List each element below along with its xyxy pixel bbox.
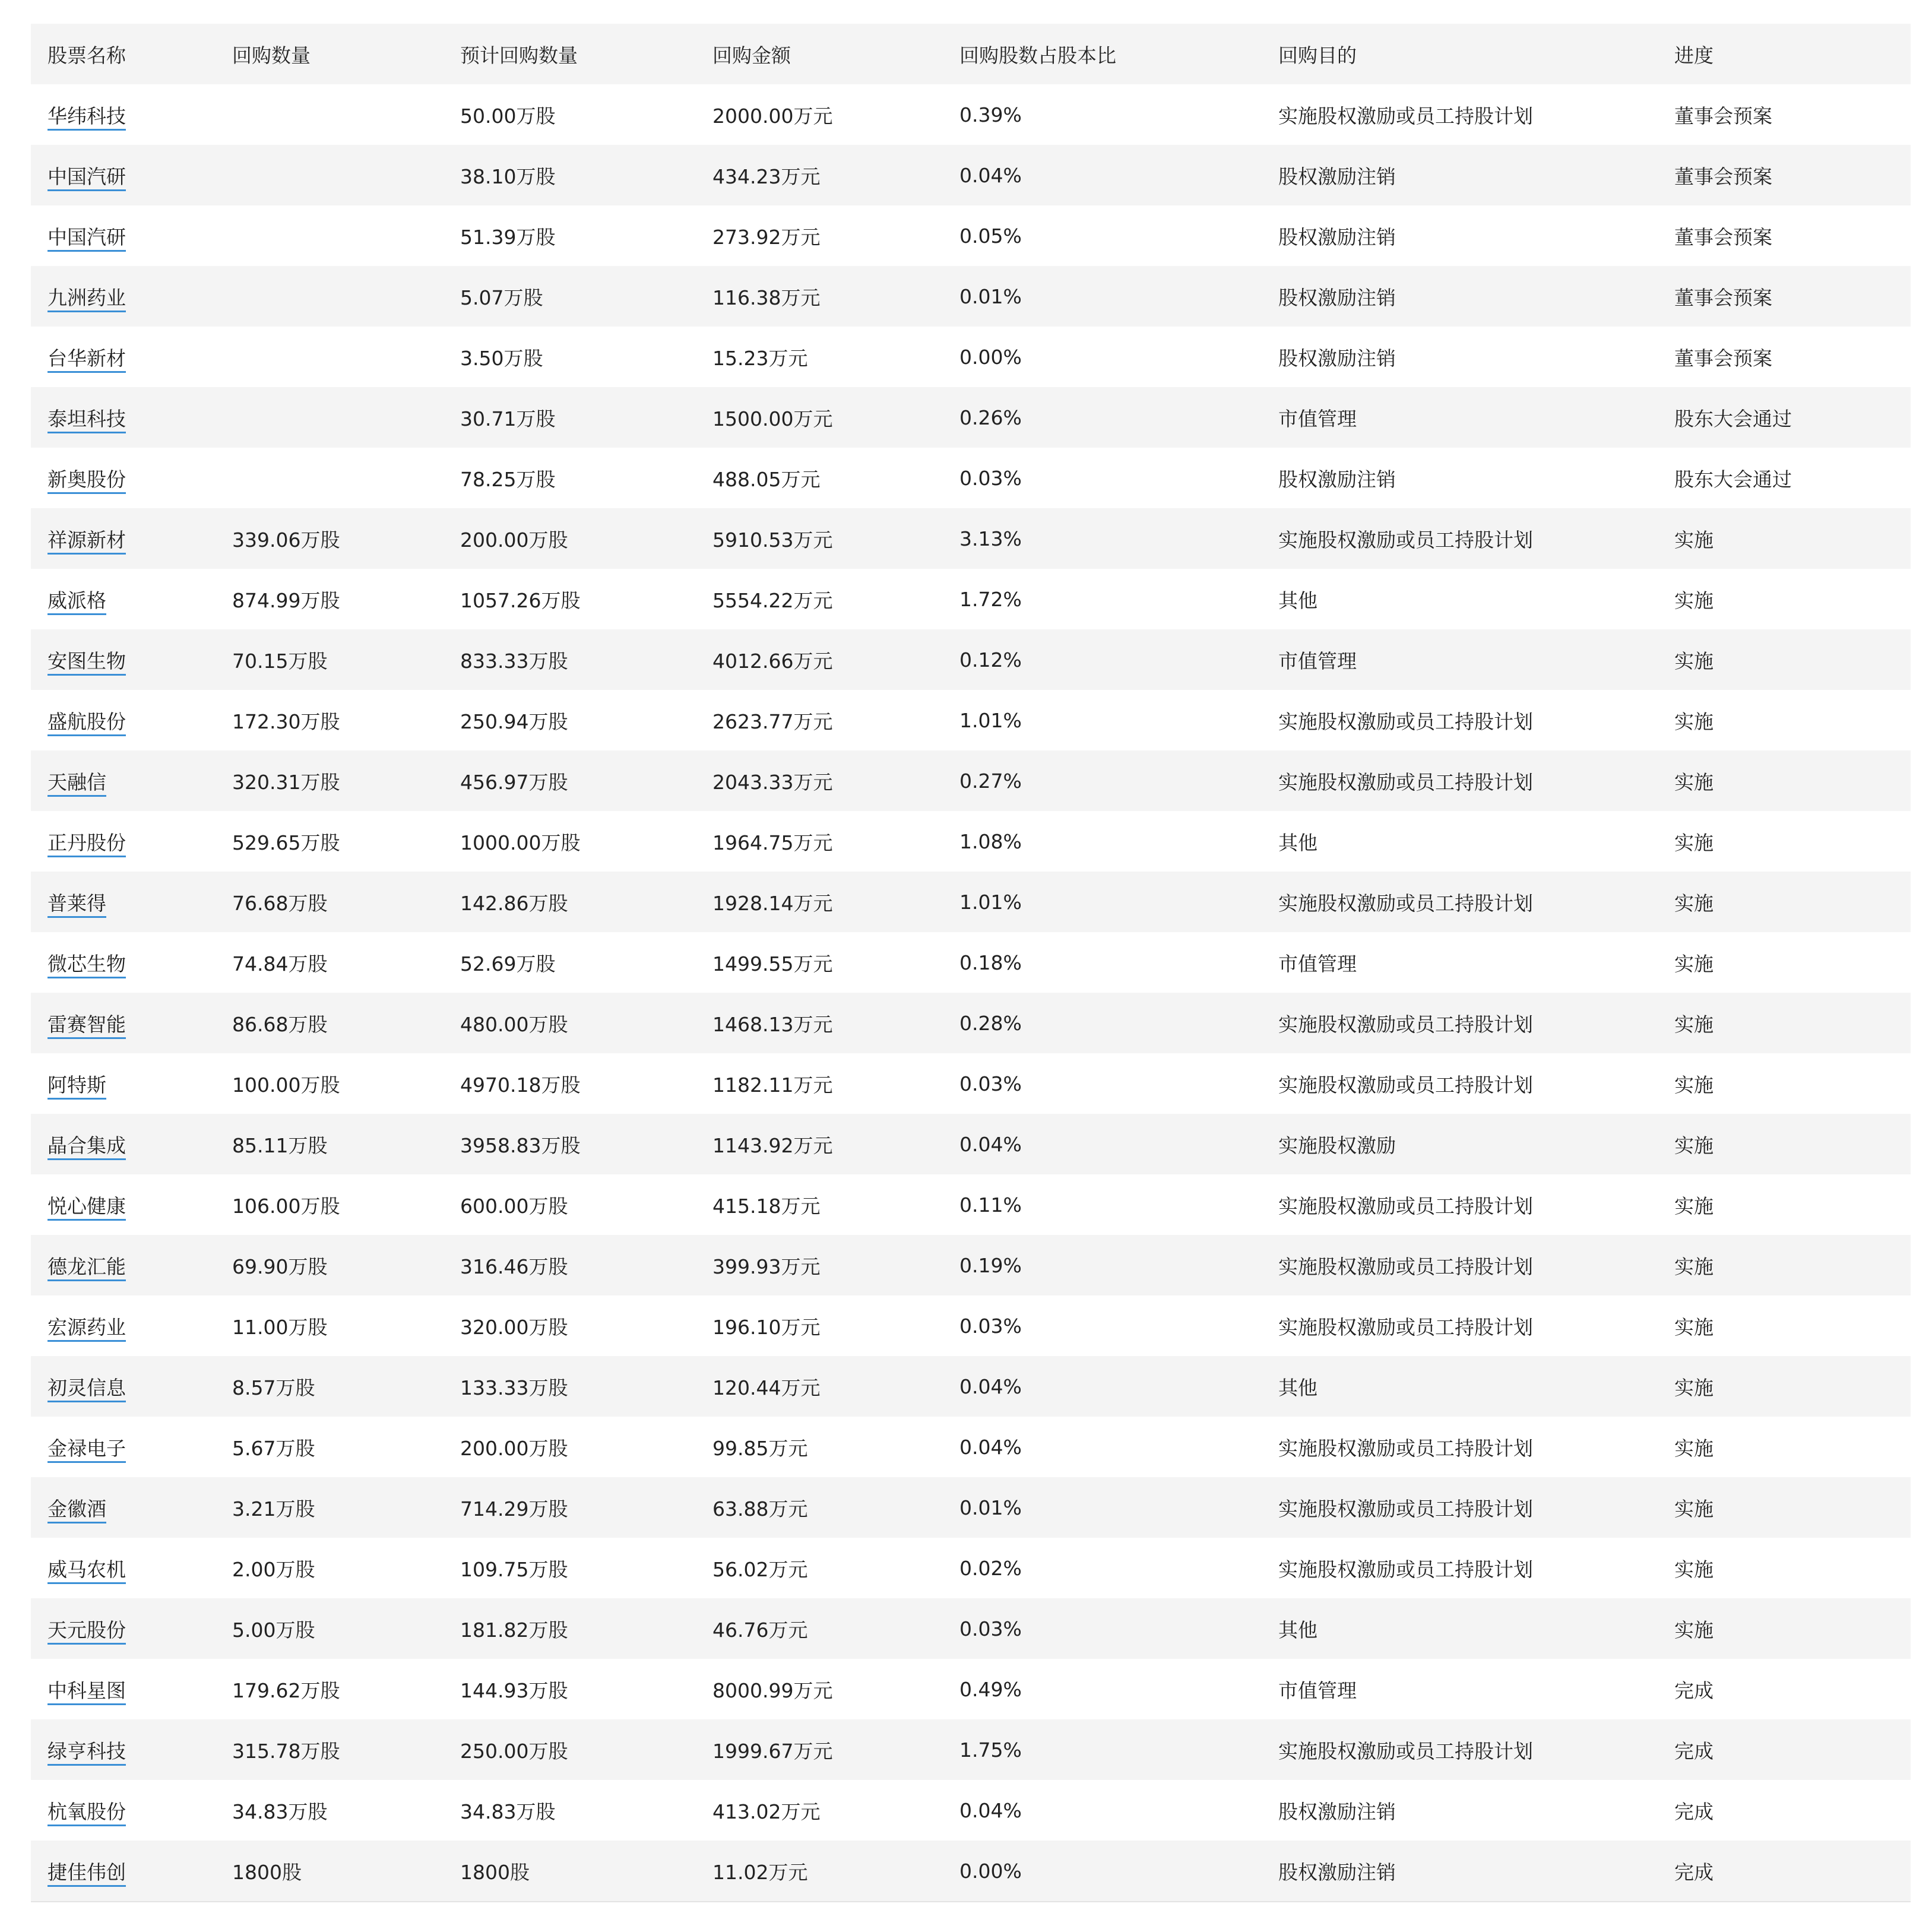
cell-purpose: 市值管理: [1278, 952, 1357, 975]
cell-progress: 实施: [1674, 952, 1714, 975]
cell-share-ratio: 0.18%: [959, 951, 1022, 974]
cell-planned-qty: 316.46万股: [460, 1255, 568, 1278]
cell-buyback-qty: 179.62万股: [232, 1678, 340, 1702]
stock-name-link[interactable]: 安图生物: [47, 650, 126, 676]
cell-buyback-amount: 196.10万元: [712, 1315, 821, 1339]
cell-purpose: 实施股权激励或员工持股计划: [1278, 1739, 1533, 1763]
table-row: [31, 993, 1911, 1053]
cell-buyback-amount: 116.38万元: [712, 286, 821, 309]
stock-name-link[interactable]: 杭氧股份: [47, 1800, 126, 1826]
cell-progress: 实施: [1674, 770, 1714, 794]
stock-name-link[interactable]: 新奥股份: [47, 468, 126, 494]
cell-purpose: 实施股权激励或员工持股计划: [1278, 770, 1533, 794]
cell-buyback-amount: 4012.66万元: [712, 649, 833, 673]
stock-name-link[interactable]: 天融信: [47, 771, 106, 797]
stock-name-link[interactable]: 中国汽研: [47, 165, 126, 191]
cell-buyback-amount: 1182.11万元: [712, 1073, 833, 1097]
cell-stock-name: [31, 84, 216, 145]
table-row: [31, 145, 1911, 205]
cell-planned-qty: 200.00万股: [460, 528, 568, 552]
cell-buyback-amount: 1999.67万元: [712, 1739, 833, 1763]
cell-buyback-qty: 74.84万股: [232, 952, 328, 975]
cell-planned-qty: 34.83万股: [460, 1800, 556, 1823]
cell-buyback-qty: 69.90万股: [232, 1255, 328, 1278]
table-body: [31, 84, 1911, 1902]
header-row: [31, 24, 1911, 84]
cell-stock-name: [31, 327, 216, 387]
cell-buyback-qty: 76.68万股: [232, 891, 328, 915]
table-row: [31, 1235, 1911, 1295]
cell-planned-qty: 30.71万股: [460, 407, 556, 430]
stock-name-link[interactable]: 宏源药业: [47, 1316, 126, 1342]
stock-name-link[interactable]: 九洲药业: [47, 286, 126, 312]
cell-buyback-amount: 46.76万元: [712, 1618, 808, 1642]
table-row: [31, 1719, 1911, 1780]
stock-name-link[interactable]: 台华新材: [47, 347, 126, 373]
table-row: [31, 1477, 1911, 1538]
cell-progress: 完成: [1674, 1678, 1714, 1702]
cell-buyback-amount: 5554.22万元: [712, 588, 833, 612]
cell-buyback-qty: 70.15万股: [232, 649, 328, 673]
cell-stock-name: [31, 387, 216, 448]
stock-name-link[interactable]: 德龙汇能: [47, 1255, 126, 1281]
cell-stock-name: [31, 1598, 216, 1659]
table-row: [31, 1538, 1911, 1598]
cell-share-ratio: 1.72%: [959, 587, 1022, 611]
cell-progress: 实施: [1674, 1376, 1714, 1399]
cell-share-ratio: 3.13%: [959, 527, 1022, 550]
cell-stock-name: [31, 1538, 216, 1598]
header-planned-qty: 预计回购数量: [460, 43, 578, 67]
cell-buyback-amount: 1964.75万元: [712, 831, 833, 854]
cell-purpose: 实施股权激励或员工持股计划: [1278, 1557, 1533, 1581]
cell-planned-qty: 250.00万股: [460, 1739, 568, 1763]
cell-stock-name: [31, 1719, 216, 1780]
cell-planned-qty: 833.33万股: [460, 649, 568, 673]
cell-share-ratio: 0.00%: [959, 345, 1022, 369]
cell-share-ratio: 0.27%: [959, 769, 1022, 793]
cell-buyback-qty: [216, 266, 444, 327]
cell-planned-qty: 5.07万股: [460, 286, 543, 309]
cell-buyback-amount: 2000.00万元: [712, 104, 833, 128]
cell-share-ratio: 1.08%: [959, 829, 1022, 853]
cell-stock-name: [31, 508, 216, 569]
cell-share-ratio: 0.49%: [959, 1677, 1022, 1701]
cell-share-ratio: 1.01%: [959, 890, 1022, 914]
cell-stock-name: [31, 1295, 216, 1356]
stock-name-link[interactable]: 普莱得: [47, 892, 106, 918]
cell-purpose: 其他: [1278, 831, 1317, 854]
cell-share-ratio: 0.01%: [959, 1496, 1022, 1519]
cell-purpose: 实施股权激励或员工持股计划: [1278, 1255, 1533, 1278]
table-row: [31, 1114, 1911, 1174]
cell-buyback-amount: 415.18万元: [712, 1194, 821, 1218]
table-row: [31, 690, 1911, 750]
cell-stock-name: [31, 629, 216, 690]
cell-stock-name: [31, 145, 216, 205]
stock-name-link[interactable]: 金徽酒: [47, 1497, 106, 1523]
cell-purpose: 市值管理: [1278, 1678, 1357, 1702]
cell-progress: 实施: [1674, 891, 1714, 915]
cell-buyback-amount: 1143.92万元: [712, 1133, 833, 1157]
cell-buyback-amount: 1499.55万元: [712, 952, 833, 975]
cell-buyback-qty: 1800股: [232, 1860, 302, 1884]
header-progress: 进度: [1674, 43, 1714, 67]
table-row: [31, 205, 1911, 266]
header-share-ratio: 回购股数占股本比: [959, 43, 1116, 67]
cell-stock-name: [31, 569, 216, 629]
cell-buyback-amount: 273.92万元: [712, 225, 821, 249]
table-row: [31, 932, 1911, 993]
cell-buyback-qty: 172.30万股: [232, 709, 340, 733]
cell-buyback-qty: 85.11万股: [232, 1133, 328, 1157]
cell-buyback-qty: 320.31万股: [232, 770, 340, 794]
header-purpose: 回购目的: [1278, 43, 1357, 67]
cell-progress: 实施: [1674, 1557, 1714, 1581]
cell-progress: 董事会预案: [1674, 104, 1772, 128]
cell-progress: 实施: [1674, 1618, 1714, 1642]
table-row: [31, 1659, 1911, 1719]
cell-share-ratio: 1.75%: [959, 1738, 1022, 1762]
cell-stock-name: [31, 266, 216, 327]
cell-buyback-amount: 63.88万元: [712, 1497, 808, 1521]
stock-name-link[interactable]: 盛航股份: [47, 710, 126, 736]
cell-purpose: 股权激励注销: [1278, 1800, 1396, 1823]
stock-name-link[interactable]: 中科星图: [47, 1679, 126, 1705]
cell-planned-qty: 320.00万股: [460, 1315, 568, 1339]
table-row: [31, 508, 1911, 569]
cell-planned-qty: 51.39万股: [460, 225, 556, 249]
cell-purpose: 其他: [1278, 588, 1317, 612]
cell-planned-qty: 250.94万股: [460, 709, 568, 733]
cell-share-ratio: 0.11%: [959, 1193, 1022, 1217]
cell-buyback-qty: 339.06万股: [232, 528, 340, 552]
cell-stock-name: [31, 1659, 216, 1719]
cell-progress: 实施: [1674, 1255, 1714, 1278]
cell-purpose: 其他: [1278, 1618, 1317, 1642]
cell-progress: 股东大会通过: [1674, 407, 1792, 430]
cell-buyback-amount: 1928.14万元: [712, 891, 833, 915]
cell-buyback-amount: 1468.13万元: [712, 1012, 833, 1036]
stock-name-link[interactable]: 中国汽研: [47, 226, 126, 252]
cell-purpose: 实施股权激励或员工持股计划: [1278, 104, 1533, 128]
cell-buyback-amount: 2623.77万元: [712, 709, 833, 733]
cell-progress: 董事会预案: [1674, 164, 1772, 188]
stock-name-link[interactable]: 威马农机: [47, 1558, 126, 1584]
header-stock-name: 股票名称: [47, 43, 126, 67]
table-row: [31, 1417, 1911, 1477]
cell-purpose: 实施股权激励或员工持股计划: [1278, 1497, 1533, 1521]
stock-name-link[interactable]: 晶合集成: [47, 1134, 126, 1160]
header-buyback-qty: 回购数量: [232, 43, 311, 67]
cell-purpose: 股权激励注销: [1278, 346, 1396, 370]
cell-buyback-amount: 413.02万元: [712, 1800, 821, 1823]
cell-stock-name: [31, 1356, 216, 1417]
cell-progress: 股东大会通过: [1674, 467, 1792, 491]
stock-name-link[interactable]: 阿特斯: [47, 1073, 106, 1100]
cell-buyback-qty: 34.83万股: [232, 1800, 328, 1823]
cell-purpose: 实施股权激励或员工持股计划: [1278, 891, 1533, 915]
stock-name-link[interactable]: 雷赛智能: [47, 1013, 126, 1039]
cell-buyback-amount: 8000.99万元: [712, 1678, 833, 1702]
cell-buyback-qty: 5.00万股: [232, 1618, 315, 1642]
cell-stock-name: [31, 690, 216, 750]
cell-share-ratio: 0.00%: [959, 1859, 1022, 1883]
cell-planned-qty: 200.00万股: [460, 1436, 568, 1460]
cell-planned-qty: 1800股: [460, 1860, 530, 1884]
cell-stock-name: [31, 1417, 216, 1477]
cell-stock-name: [31, 1841, 216, 1902]
cell-share-ratio: 1.01%: [959, 708, 1022, 732]
cell-planned-qty: 142.86万股: [460, 891, 568, 915]
cell-buyback-qty: [216, 327, 444, 387]
cell-buyback-qty: [216, 205, 444, 266]
cell-planned-qty: 714.29万股: [460, 1497, 568, 1521]
cell-progress: 实施: [1674, 1133, 1714, 1157]
cell-share-ratio: 0.03%: [959, 1617, 1022, 1640]
cell-stock-name: [31, 993, 216, 1053]
cell-buyback-amount: 56.02万元: [712, 1557, 808, 1581]
cell-planned-qty: 3.50万股: [460, 346, 543, 370]
cell-buyback-qty: [216, 145, 444, 205]
cell-stock-name: [31, 1477, 216, 1538]
cell-stock-name: [31, 872, 216, 932]
cell-progress: 董事会预案: [1674, 225, 1772, 249]
cell-buyback-qty: [216, 448, 444, 508]
cell-progress: 实施: [1674, 588, 1714, 612]
cell-buyback-qty: 86.68万股: [232, 1012, 328, 1036]
cell-progress: 实施: [1674, 649, 1714, 673]
cell-planned-qty: 4970.18万股: [460, 1073, 581, 1097]
cell-planned-qty: 1057.26万股: [460, 588, 581, 612]
cell-stock-name: [31, 811, 216, 872]
cell-purpose: 实施股权激励或员工持股计划: [1278, 1315, 1533, 1339]
cell-share-ratio: 0.02%: [959, 1556, 1022, 1580]
table-row: [31, 1174, 1911, 1235]
buyback-table: [31, 24, 1911, 1902]
cell-planned-qty: 480.00万股: [460, 1012, 568, 1036]
cell-purpose: 市值管理: [1278, 407, 1357, 430]
cell-share-ratio: 0.04%: [959, 1132, 1022, 1156]
cell-share-ratio: 0.05%: [959, 224, 1022, 248]
table-row: [31, 1356, 1911, 1417]
cell-buyback-qty: 3.21万股: [232, 1497, 315, 1521]
stock-name-link[interactable]: 捷佳伟创: [47, 1861, 126, 1887]
cell-buyback-qty: 106.00万股: [232, 1194, 340, 1218]
stock-name-link[interactable]: 天元股份: [47, 1618, 126, 1645]
cell-purpose: 股权激励注销: [1278, 164, 1396, 188]
cell-progress: 董事会预案: [1674, 286, 1772, 309]
cell-buyback-amount: 2043.33万元: [712, 770, 833, 794]
cell-progress: 实施: [1674, 831, 1714, 854]
cell-planned-qty: 181.82万股: [460, 1618, 568, 1642]
cell-planned-qty: 78.25万股: [460, 467, 556, 491]
cell-share-ratio: 0.39%: [959, 103, 1022, 126]
table-row: [31, 266, 1911, 327]
cell-progress: 实施: [1674, 1315, 1714, 1339]
cell-share-ratio: 0.04%: [959, 1374, 1022, 1398]
table-row: [31, 1780, 1911, 1841]
cell-buyback-qty: 100.00万股: [232, 1073, 340, 1097]
stock-name-link[interactable]: 悦心健康: [47, 1195, 126, 1221]
cell-progress: 完成: [1674, 1860, 1714, 1884]
table-row: [31, 1841, 1911, 1902]
table-row: [31, 1053, 1911, 1114]
stock-name-link[interactable]: 祥源新材: [47, 528, 126, 555]
cell-share-ratio: 0.04%: [959, 1435, 1022, 1459]
cell-share-ratio: 0.03%: [959, 466, 1022, 490]
cell-stock-name: [31, 1235, 216, 1295]
cell-stock-name: [31, 1780, 216, 1841]
cell-share-ratio: 0.03%: [959, 1314, 1022, 1338]
cell-buyback-qty: 315.78万股: [232, 1739, 340, 1763]
cell-stock-name: [31, 750, 216, 811]
cell-buyback-amount: 488.05万元: [712, 467, 821, 491]
cell-buyback-amount: 399.93万元: [712, 1255, 821, 1278]
stock-name-link[interactable]: 绿亨科技: [47, 1740, 126, 1766]
stock-name-link[interactable]: 华纬科技: [47, 104, 126, 131]
cell-buyback-qty: 8.57万股: [232, 1376, 315, 1399]
cell-buyback-qty: 529.65万股: [232, 831, 340, 854]
cell-share-ratio: 0.03%: [959, 1072, 1022, 1095]
cell-share-ratio: 0.04%: [959, 1798, 1022, 1822]
cell-stock-name: [31, 1174, 216, 1235]
cell-planned-qty: 52.69万股: [460, 952, 556, 975]
cell-progress: 实施: [1674, 709, 1714, 733]
stock-name-link[interactable]: 泰坦科技: [47, 407, 126, 433]
cell-buyback-qty: 5.67万股: [232, 1436, 315, 1460]
table-row: [31, 1598, 1911, 1659]
cell-share-ratio: 0.19%: [959, 1253, 1022, 1277]
cell-stock-name: [31, 448, 216, 508]
cell-share-ratio: 0.28%: [959, 1011, 1022, 1035]
table-row: [31, 1295, 1911, 1356]
cell-progress: 实施: [1674, 1497, 1714, 1521]
table-row: [31, 84, 1911, 145]
stock-name-link[interactable]: 初灵信息: [47, 1376, 126, 1402]
cell-planned-qty: 133.33万股: [460, 1376, 568, 1399]
header-buyback-amount: 回购金额: [712, 43, 791, 67]
buyback-table-container: [31, 24, 1911, 1902]
cell-share-ratio: 0.04%: [959, 163, 1022, 187]
cell-purpose: 股权激励注销: [1278, 467, 1396, 491]
cell-purpose: 实施股权激励或员工持股计划: [1278, 709, 1533, 733]
cell-stock-name: [31, 1114, 216, 1174]
cell-buyback-qty: [216, 84, 444, 145]
stock-name-link[interactable]: 威派格: [47, 589, 106, 615]
cell-buyback-qty: 2.00万股: [232, 1557, 315, 1581]
cell-purpose: 股权激励注销: [1278, 225, 1396, 249]
cell-progress: 完成: [1674, 1800, 1714, 1823]
cell-buyback-amount: 99.85万元: [712, 1436, 808, 1460]
cell-purpose: 其他: [1278, 1376, 1317, 1399]
cell-purpose: 实施股权激励: [1278, 1133, 1396, 1157]
cell-share-ratio: 0.12%: [959, 648, 1022, 671]
cell-stock-name: [31, 205, 216, 266]
cell-planned-qty: 109.75万股: [460, 1557, 568, 1581]
cell-stock-name: [31, 932, 216, 993]
cell-buyback-qty: 874.99万股: [232, 588, 340, 612]
cell-progress: 实施: [1674, 528, 1714, 552]
stock-name-link[interactable]: 微芯生物: [47, 952, 126, 978]
cell-buyback-amount: 15.23万元: [712, 346, 808, 370]
cell-buyback-qty: [216, 387, 444, 448]
table-row: [31, 569, 1911, 629]
cell-buyback-amount: 120.44万元: [712, 1376, 821, 1399]
cell-progress: 完成: [1674, 1739, 1714, 1763]
stock-name-link[interactable]: 金禄电子: [47, 1437, 126, 1463]
cell-stock-name: [31, 1053, 216, 1114]
table-row: [31, 811, 1911, 872]
cell-planned-qty: 50.00万股: [460, 104, 556, 128]
stock-name-link[interactable]: 正丹股份: [47, 831, 126, 857]
cell-progress: 实施: [1674, 1012, 1714, 1036]
cell-purpose: 实施股权激励或员工持股计划: [1278, 1073, 1533, 1097]
table-row: [31, 872, 1911, 932]
cell-buyback-amount: 11.02万元: [712, 1860, 808, 1884]
cell-progress: 实施: [1674, 1436, 1714, 1460]
cell-purpose: 市值管理: [1278, 649, 1357, 673]
cell-buyback-amount: 434.23万元: [712, 164, 821, 188]
cell-purpose: 实施股权激励或员工持股计划: [1278, 1012, 1533, 1036]
cell-buyback-amount: 5910.53万元: [712, 528, 833, 552]
table-row: [31, 327, 1911, 387]
table-row: [31, 629, 1911, 690]
cell-progress: 实施: [1674, 1194, 1714, 1218]
cell-purpose: 股权激励注销: [1278, 286, 1396, 309]
cell-buyback-qty: 11.00万股: [232, 1315, 328, 1339]
table-row: [31, 448, 1911, 508]
cell-planned-qty: 3958.83万股: [460, 1133, 581, 1157]
cell-planned-qty: 1000.00万股: [460, 831, 581, 854]
cell-share-ratio: 0.26%: [959, 406, 1022, 429]
cell-progress: 董事会预案: [1674, 346, 1772, 370]
cell-planned-qty: 456.97万股: [460, 770, 568, 794]
cell-planned-qty: 600.00万股: [460, 1194, 568, 1218]
cell-buyback-amount: 1500.00万元: [712, 407, 833, 430]
cell-purpose: 实施股权激励或员工持股计划: [1278, 1436, 1533, 1460]
table-header: [31, 24, 1911, 84]
cell-purpose: 股权激励注销: [1278, 1860, 1396, 1884]
cell-planned-qty: 144.93万股: [460, 1678, 568, 1702]
cell-purpose: 实施股权激励或员工持股计划: [1278, 528, 1533, 552]
cell-progress: 实施: [1674, 1073, 1714, 1097]
cell-purpose: 实施股权激励或员工持股计划: [1278, 1194, 1533, 1218]
cell-planned-qty: 38.10万股: [460, 164, 556, 188]
table-row: [31, 750, 1911, 811]
cell-share-ratio: 0.01%: [959, 284, 1022, 308]
table-row: [31, 387, 1911, 448]
